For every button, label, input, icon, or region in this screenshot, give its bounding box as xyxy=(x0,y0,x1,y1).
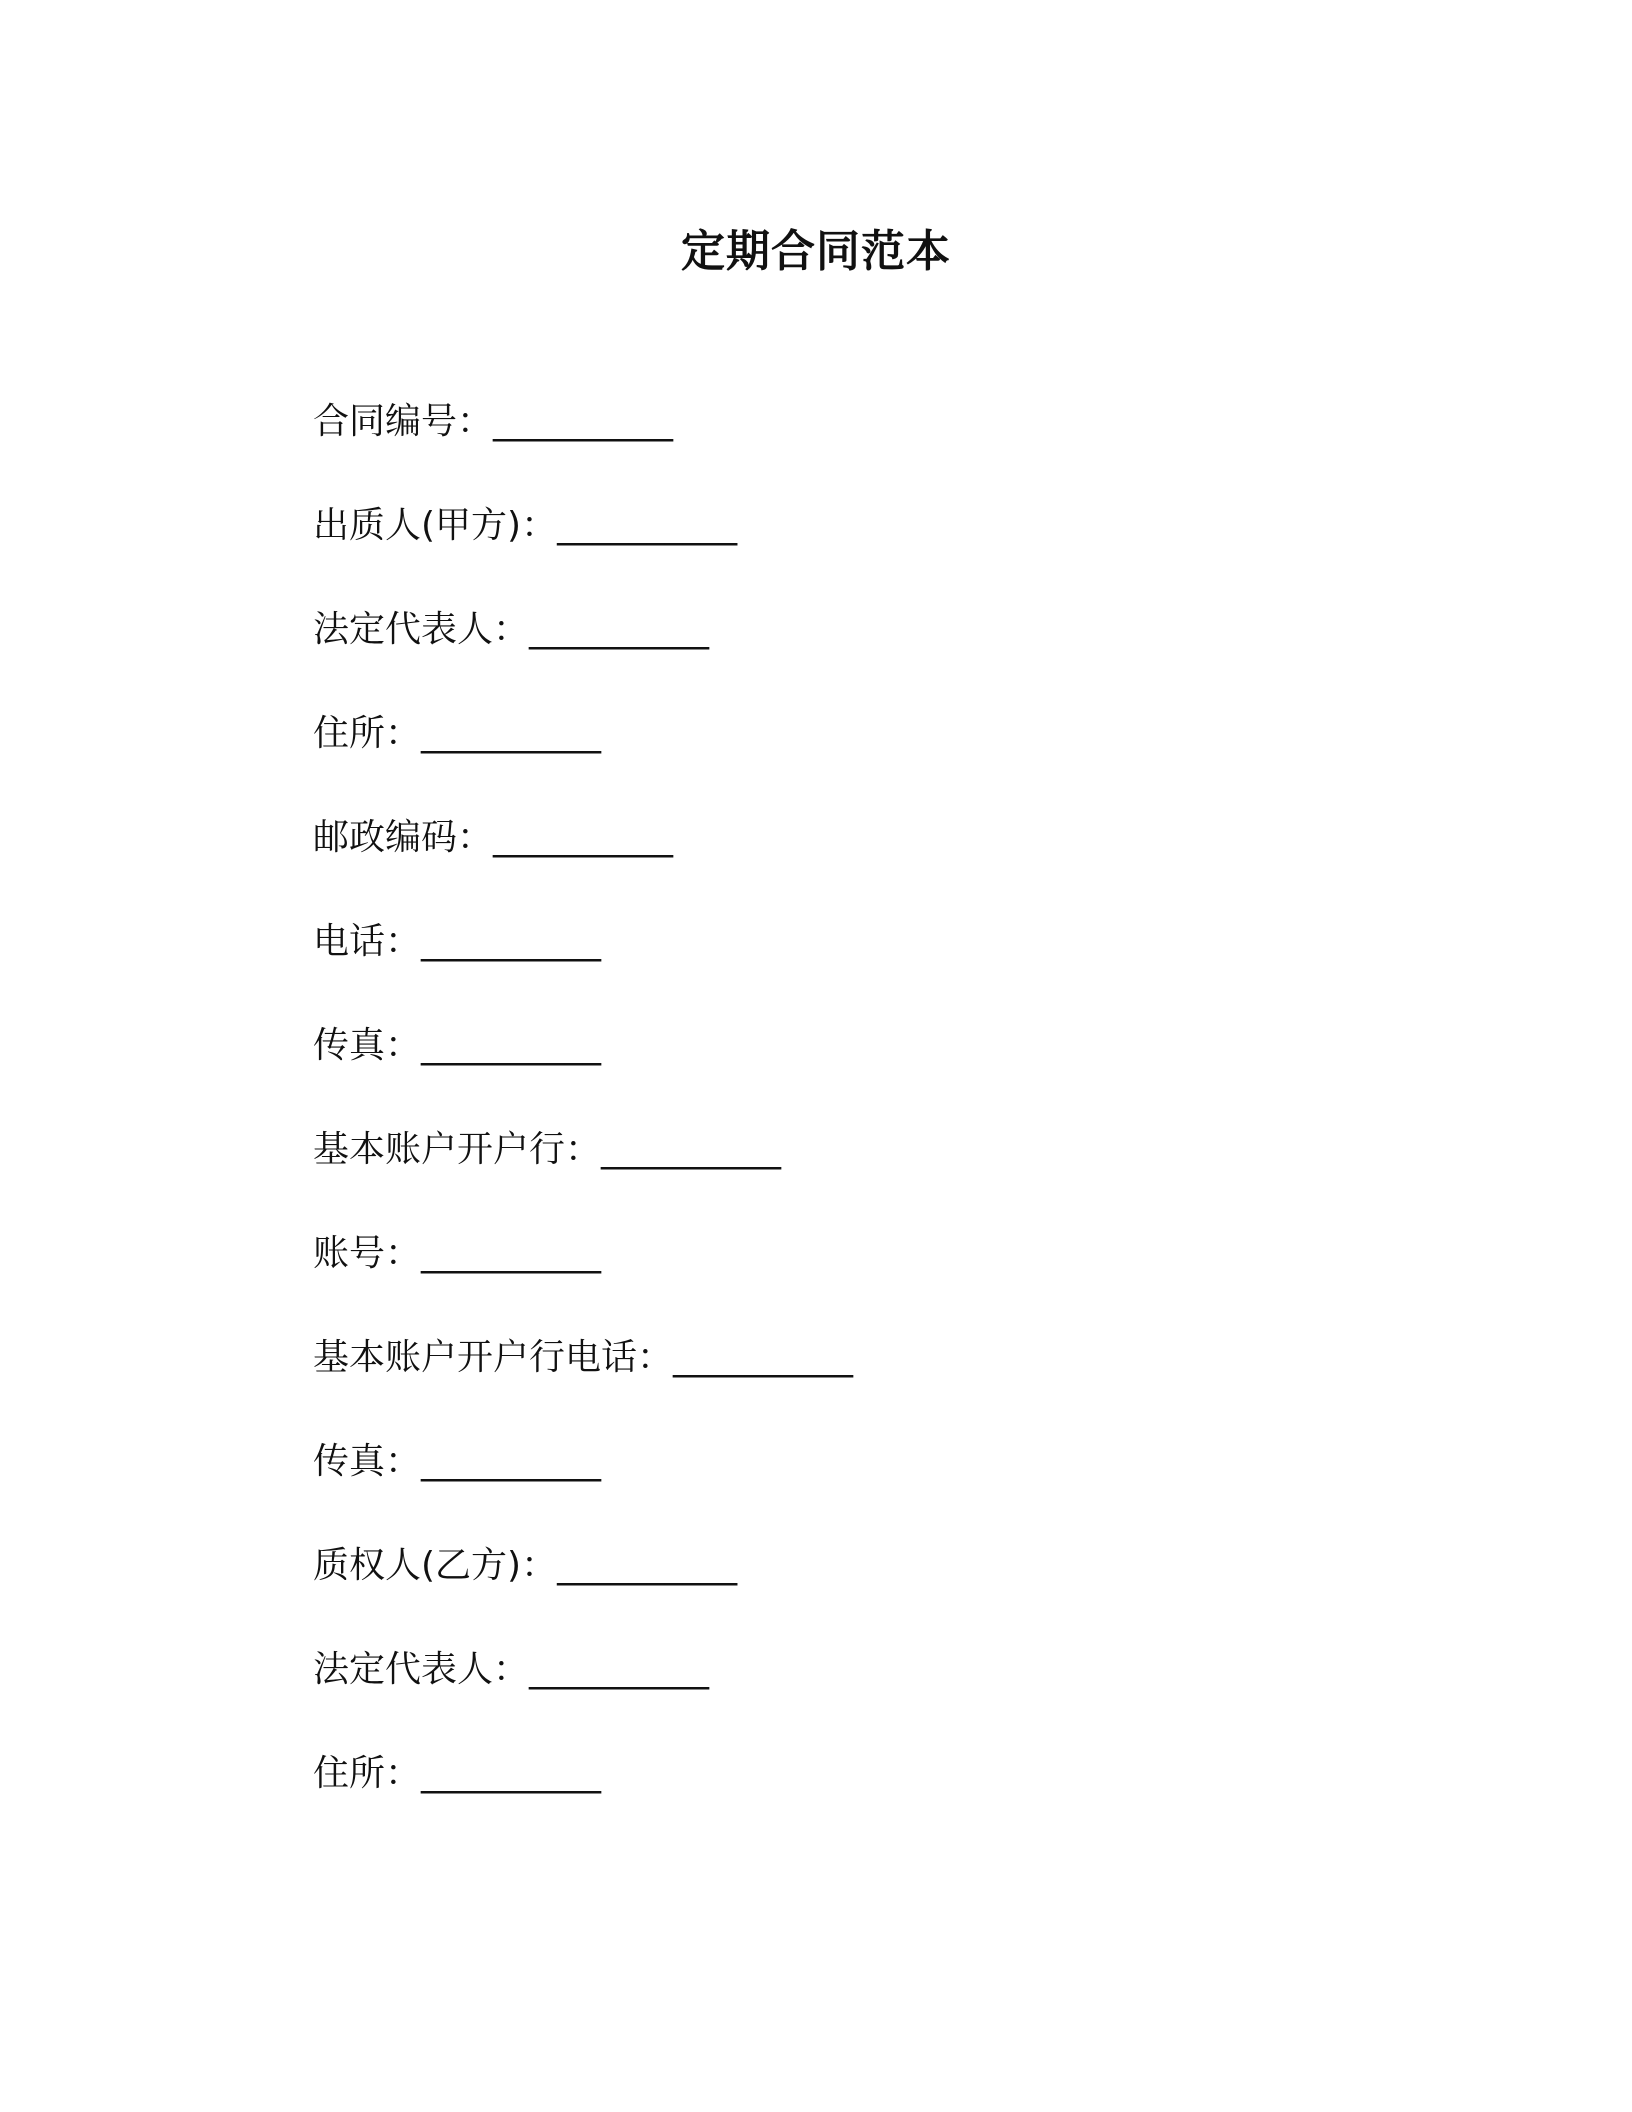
field-legal-representative-a xyxy=(313,602,1513,706)
field-blank: __________ xyxy=(421,713,602,754)
field-address-b xyxy=(313,1746,1513,1850)
field-bank-phone xyxy=(313,1330,1513,1434)
field-blank: __________ xyxy=(421,1233,602,1274)
field-contract-number xyxy=(313,394,1513,498)
field-label: 基本账户开户行电话： xyxy=(313,1337,674,1378)
field-fax-2 xyxy=(313,1434,1513,1538)
field-fax xyxy=(313,1018,1513,1122)
field-account-number xyxy=(313,1226,1513,1330)
field-label: 合同编号： xyxy=(313,401,494,442)
field-blank: __________ xyxy=(421,1753,602,1794)
field-label: 传真： xyxy=(313,1025,422,1066)
field-blank: __________ xyxy=(673,1337,854,1378)
field-pledgor xyxy=(313,498,1513,602)
field-label: 账号： xyxy=(313,1233,422,1274)
field-label: 出质人(甲方)： xyxy=(313,505,558,546)
field-blank: __________ xyxy=(529,609,710,650)
field-label: 住所： xyxy=(313,713,422,754)
field-label: 传真： xyxy=(313,1441,422,1482)
field-label: 电话： xyxy=(313,921,422,962)
field-label: 法定代表人： xyxy=(313,609,530,650)
field-blank: __________ xyxy=(601,1129,782,1170)
field-phone xyxy=(313,914,1513,1018)
field-label: 基本账户开户行： xyxy=(313,1129,602,1170)
contract-fields xyxy=(313,394,1513,1850)
field-blank: __________ xyxy=(557,505,738,546)
field-label: 住所： xyxy=(313,1753,422,1794)
field-label: 质权人(乙方)： xyxy=(313,1545,558,1586)
field-label: 邮政编码： xyxy=(313,817,494,858)
field-blank: __________ xyxy=(493,817,674,858)
field-blank: __________ xyxy=(421,921,602,962)
field-label: 法定代表人： xyxy=(313,1649,530,1690)
field-blank: __________ xyxy=(493,401,674,442)
field-pledgee xyxy=(313,1538,1513,1642)
field-blank: __________ xyxy=(529,1649,710,1690)
field-postal-code xyxy=(313,810,1513,914)
field-address-a xyxy=(313,706,1513,810)
field-blank: __________ xyxy=(421,1441,602,1482)
field-legal-representative-b xyxy=(313,1642,1513,1746)
field-bank xyxy=(313,1122,1513,1226)
document-title: 定期合同范本 xyxy=(681,226,951,277)
field-blank: __________ xyxy=(421,1025,602,1066)
field-blank: __________ xyxy=(557,1545,738,1586)
